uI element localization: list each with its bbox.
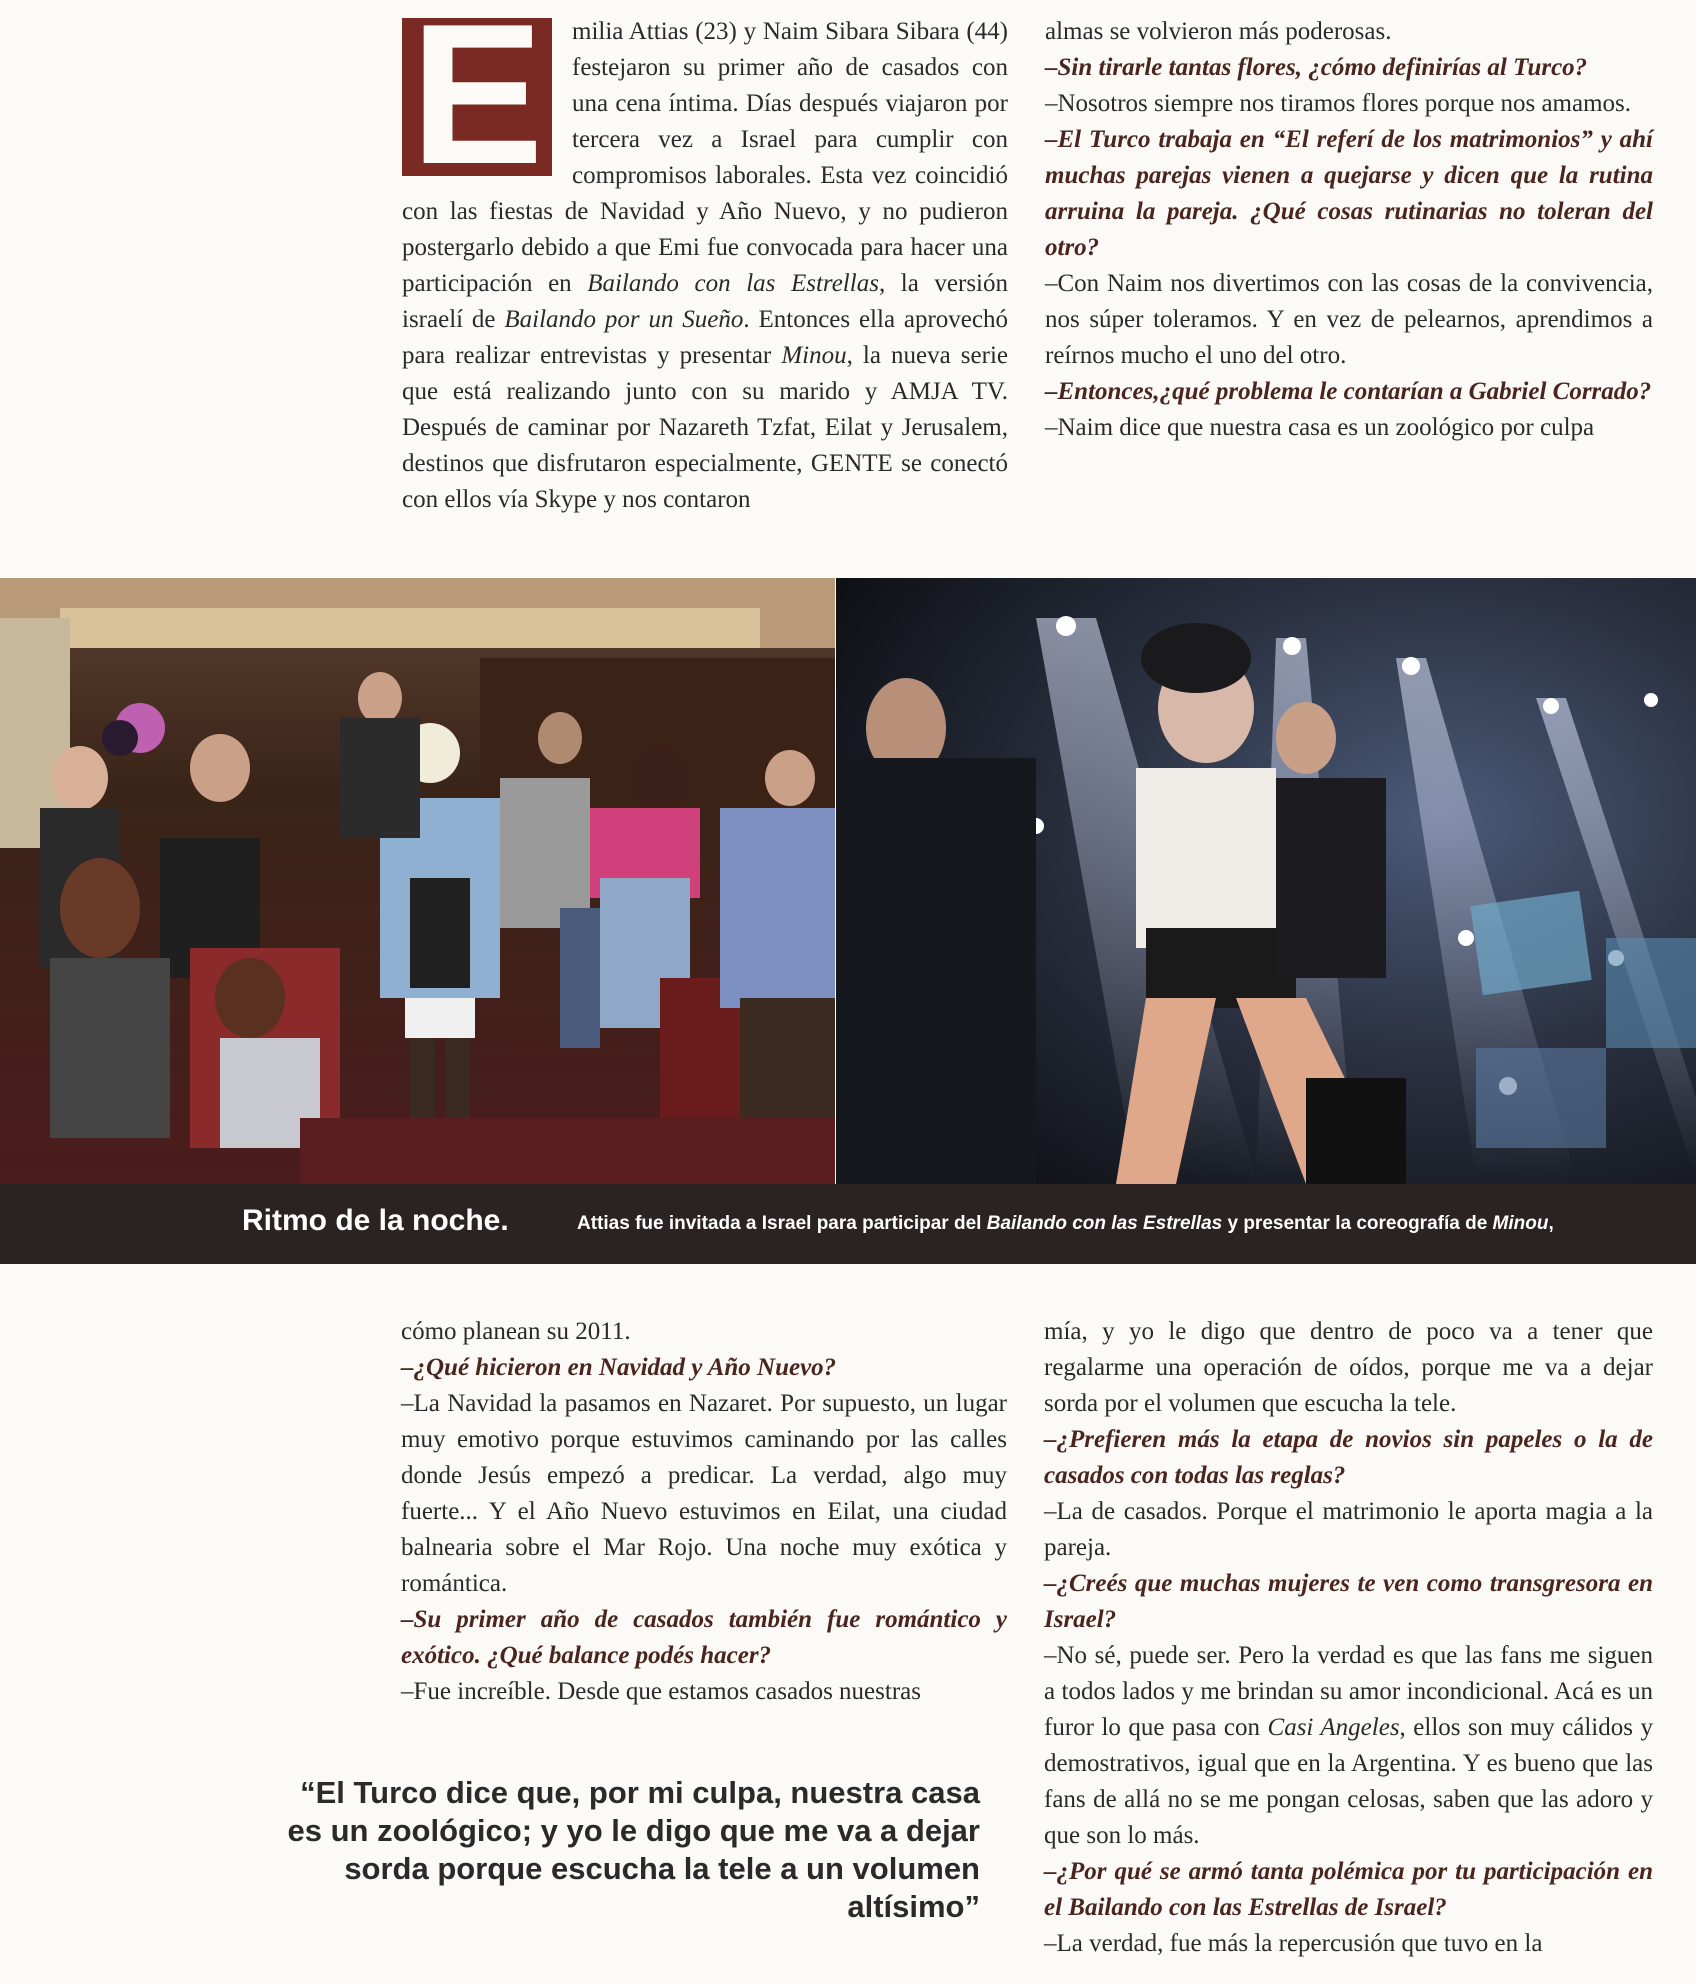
- question: –¿Qué hicieron en Navidad y Año Nuevo?: [401, 1354, 837, 1381]
- photo-fans-meeting: [0, 578, 835, 1184]
- show-title: Bailando con las Estrellas: [986, 1213, 1223, 1234]
- answer: mía, y yo le digo que dentro de poco va a tener que regalarme una operación de oídos, porque me va a dejar sorda por el volumen que escucha la tele.: [1044, 1318, 1653, 1417]
- answer: –Fue increíble. Desde que estamos casados nuestras: [401, 1678, 921, 1705]
- pull-quote: “El Turco dice que, por mi culpa, nuestra casa es un zoológico; y yo le digo que me va a dejar sorda porque escucha la tele a un volumen altísimo”: [287, 1775, 980, 1924]
- photo-stage-dance: [836, 578, 1696, 1184]
- question: –El Turco trabaja en “El referí de los matrimonios” y ahí muchas parejas vienen a quejarse y dicen que la rutina arruina la pareja. ¿Qué cosas rutinarias no toleran del otro?: [1045, 126, 1653, 261]
- interview-column-bottom-left: [401, 1314, 1007, 1710]
- answer: –Nosotros siempre nos tiramos flores porque nos amamos.: [1045, 90, 1632, 117]
- answer: –La verdad, fue más la repercusión que tuvo en la: [1044, 1930, 1543, 1957]
- question: –Sin tirarle tantas flores, ¿cómo definirías al Turco?: [1045, 54, 1588, 81]
- series-title: Minou: [1492, 1213, 1549, 1234]
- intro-column: E milia Attias (23) y Naim Sibara Sibara (44) festejaron su primer año de casados con una cena íntima. Días después viajaron por tercera vez a Israel para cumplir con compromisos laborales. Esta vez coincidió con las fiestas de Navidad y Año Nuevo, y no pudieron postergarlo debido a que Emi fue convocada para hacer una participación en Bailando con las Estrellas, la versión israelí de Bailando por un Sueño. Entonces ella aprovechó para realizar entrevistas y presentar Minou, la nueva serie que está realizando junto con su marido y AMJA TV. Después de caminar por Nazareth Tzfat, Eilat y Jerusalem, destinos que disfrutaron especialmente, GENTE se conectó con ellos vía Skype y nos contaron: [402, 0, 1008, 513]
- answer: cómo planean su 2011.: [401, 1318, 631, 1345]
- photo-strip: [0, 578, 1696, 1184]
- answer: –Con Naim nos divertimos con las cosas de la convivencia, nos súper toleramos. Y en vez de pelearnos, aprendimos a reírnos mucho el uno del otro.: [1045, 270, 1653, 369]
- question: –Entonces,¿qué problema le contarían a Gabriel Corrado?: [1045, 378, 1652, 405]
- question: –¿Por qué se armó tanta polémica por tu participación en el Bailando con las Estrellas de Israel?: [1044, 1858, 1653, 1921]
- drop-cap: E: [402, 18, 552, 176]
- question: –Su primer año de casados también fue romántico y exótico. ¿Qué balance podés hacer?: [401, 1606, 1007, 1669]
- interview-column-bottom-right: [1044, 1314, 1653, 1962]
- photo-stage-image: [836, 578, 1696, 1184]
- show-title: Bailando por un Sueño: [504, 306, 744, 333]
- intro-text: milia Attias (23) y Naim Sibara Sibara (44) festejaron su primer año de casados con una cena íntima. Días después viajaron por tercera vez a Israel para cumplir con compromisos laborales. Esta vez coincidió con las fiestas de Navidad y Año Nuevo, y no pudieron postergarlo debido a que Emi fue convocada para hacer una participación en: [402, 18, 1008, 297]
- photo-caption: [0, 1184, 1696, 1264]
- photo-fans-image: [0, 578, 835, 1184]
- answer: almas se volvieron más poderosas.: [1045, 18, 1392, 45]
- question: –¿Prefieren más la etapa de novios sin papeles o la de casados con todas las reglas?: [1044, 1426, 1653, 1489]
- answer: –No sé, puede ser. Pero la verdad es que las fans me siguen a todos lados y me brindan su amor incondicional. Acá es un furor lo que pasa con Casi Angeles, ellos son muy cálidos y demostrativos, igual que en la Argentina. Y es bueno que las fans de allá no se me pongan celosas, saben que las adoro y que son lo más.: [1044, 1642, 1653, 1849]
- answer: –Naim dice que nuestra casa es un zoológico por culpa: [1045, 414, 1595, 441]
- series-title: Minou: [781, 342, 847, 369]
- interview-column-top: [1045, 14, 1653, 446]
- show-title: Bailando con las Estrellas: [587, 270, 879, 297]
- answer: –La de casados. Porque el matrimonio le aporta magia a la pareja.: [1044, 1498, 1653, 1561]
- answer: –La Navidad la pasamos en Nazaret. Por supuesto, un lugar muy emotivo porque estuvimos caminando por las calles donde Jesús empezó a predicar. La verdad, algo muy fuerte... Y el Año Nuevo estuvimos en Eilat, una ciudad balnearia sobre el Mar Rojo. Una noche muy exótica y romántica.: [401, 1390, 1007, 1597]
- caption-text: Attias fue invitada a Israel para participar del Bailando con las Estrellas y presentar la coreografía de Minou,: [577, 1213, 1554, 1234]
- show-title: Casi Angeles: [1267, 1714, 1400, 1741]
- question: –¿Creés que muchas mujeres te ven como transgresora en Israel?: [1044, 1570, 1653, 1633]
- caption-title: Ritmo de la noche.: [242, 1204, 509, 1237]
